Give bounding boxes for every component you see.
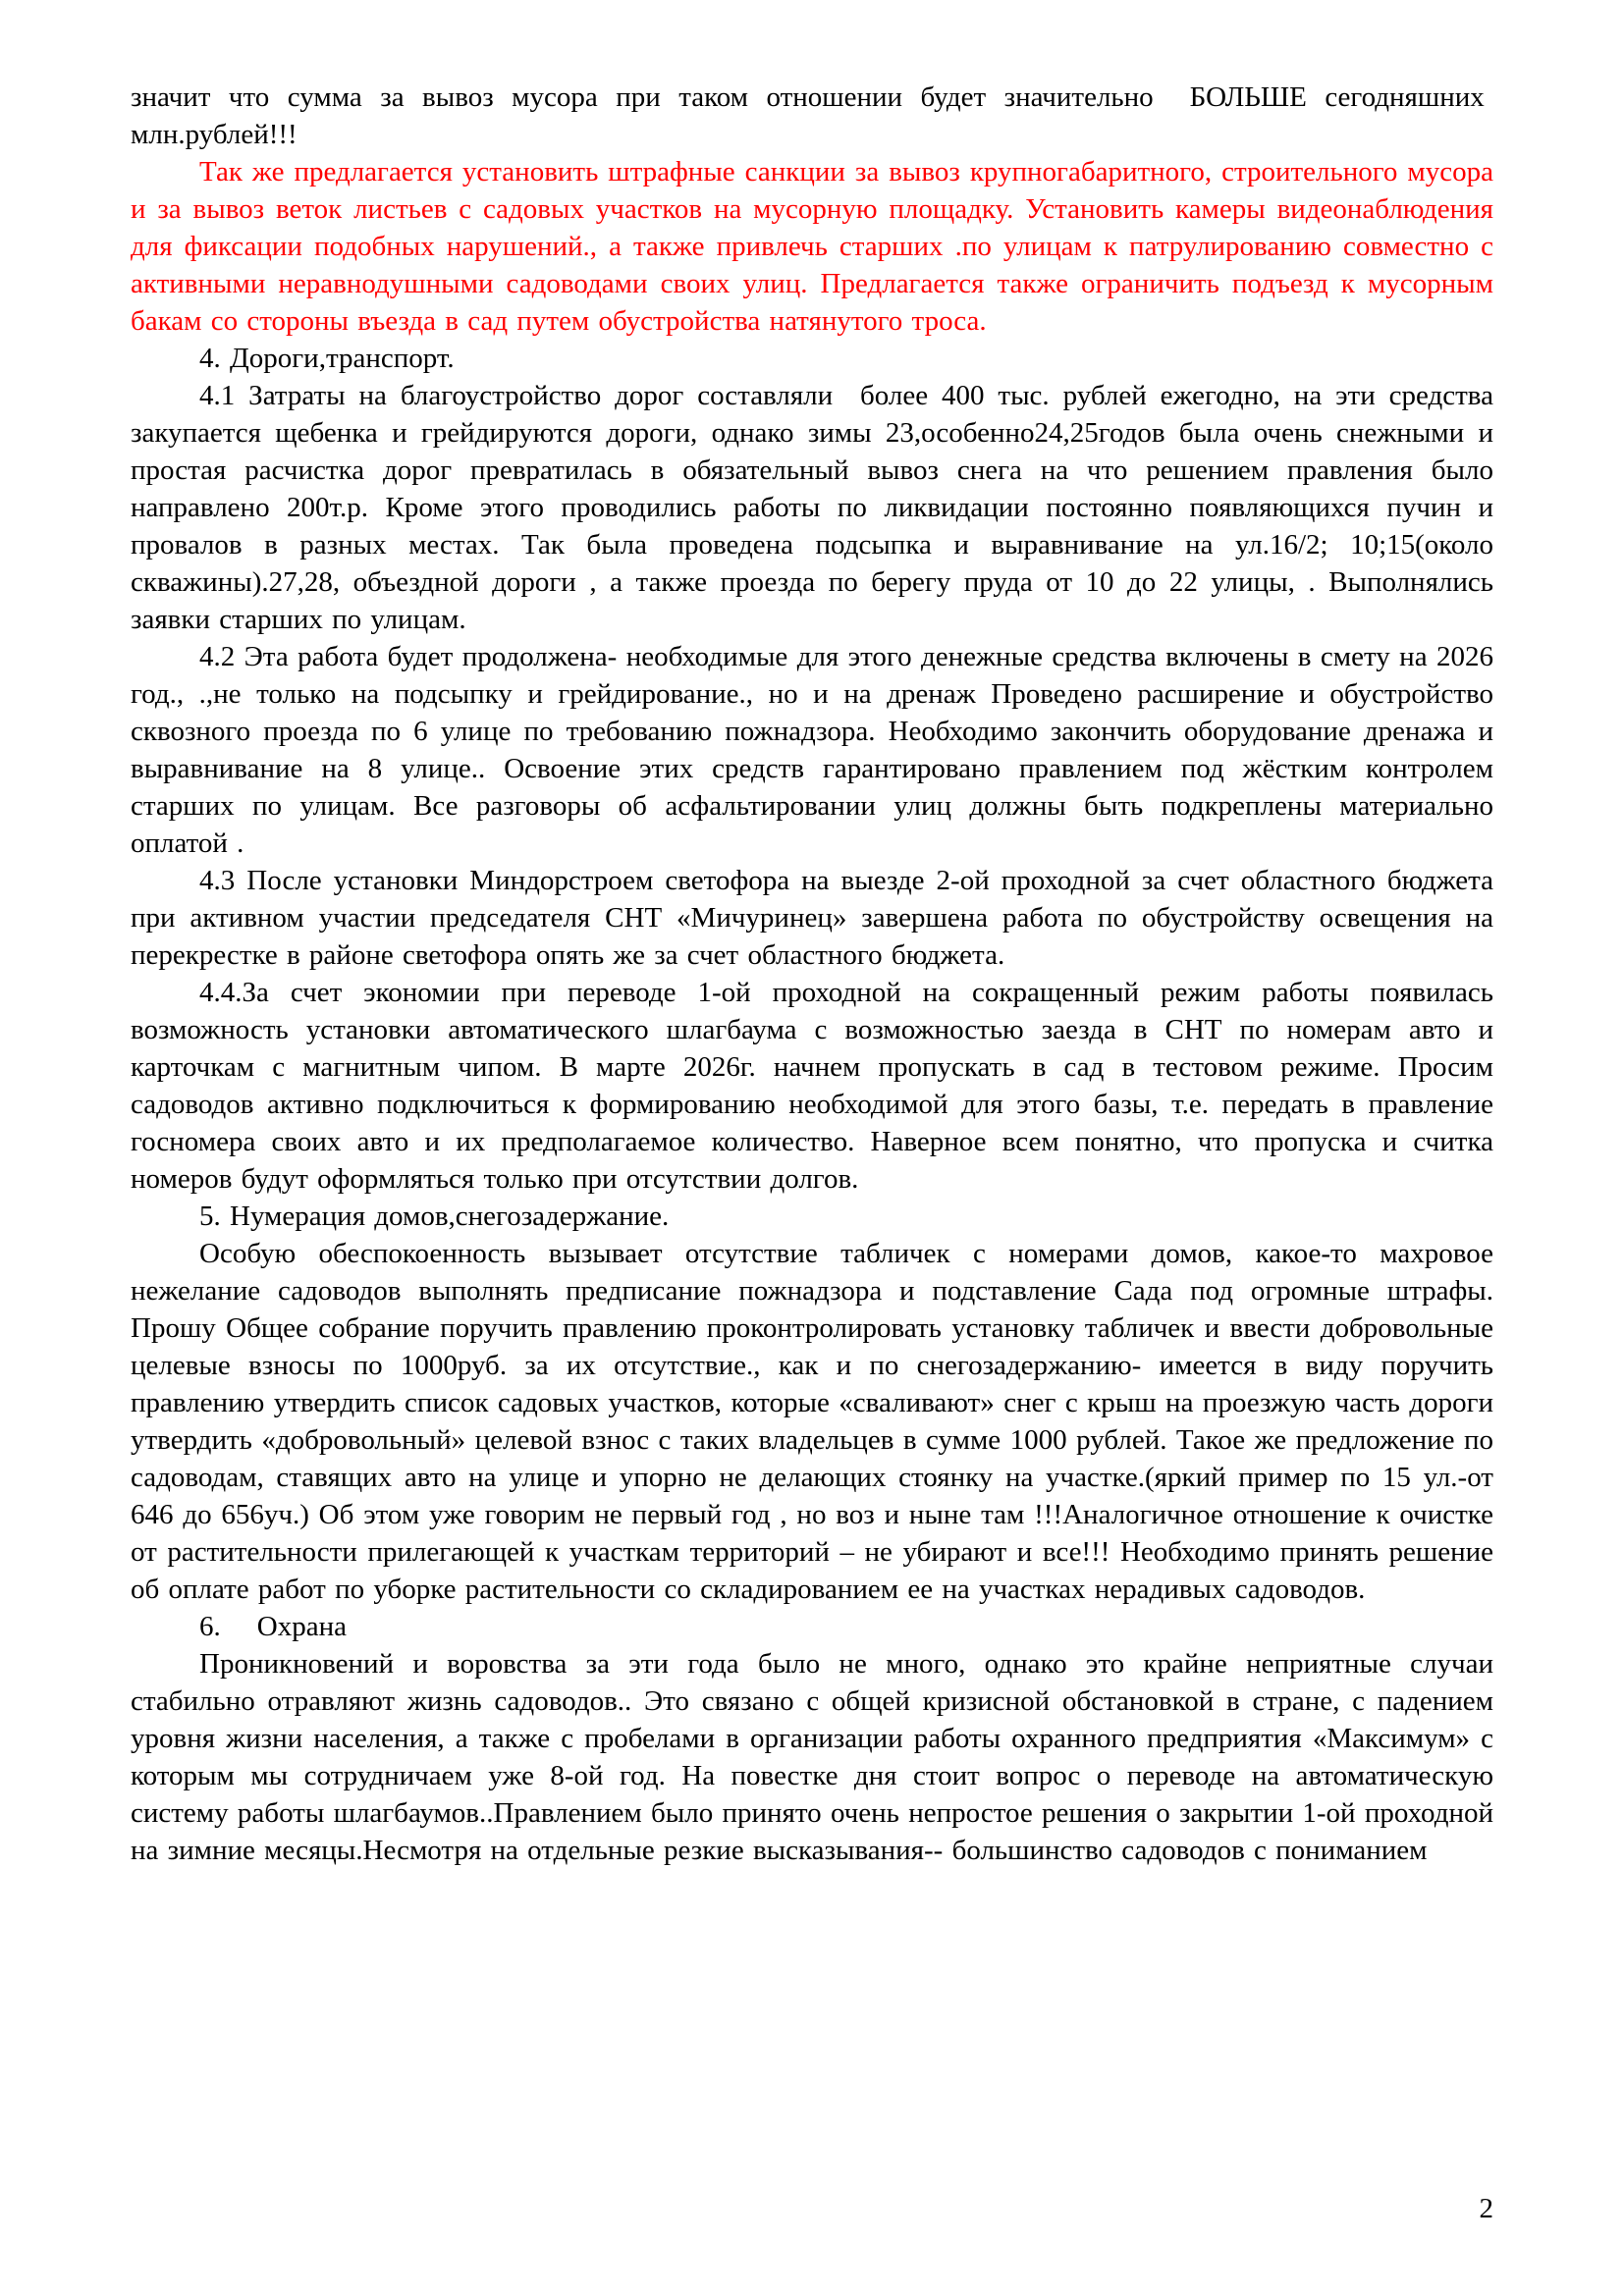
- para-4-2-work-continues: 4.2 Эта работа будет продолжена- необходимые для этого денежные средства включены в смету на 2026 год., .,не только на подсыпку и грейдирование., но и на дренаж Проведено расширение и обустройство сквозного проезда по 6 улице по требованию пожнадзора. Необходимо закончить оборудование дренажа и выравнивание на 8 улице.. Освоение этих средств гарантировано правлением под жёстким контролем старших по улицам. Все разговоры об асфальтировании улиц должны быть подкреплены материально оплатой .: [131, 641, 1493, 859]
- heading-roads-transport: 4. Дороги,транспорт.: [199, 343, 455, 374]
- para-waste-sum: значит что сумма за вывоз мусора при таком отношении будет значительно БОЛЬШЕ сегодняшних млн.рублей!!!: [131, 81, 1493, 150]
- para-security-details: Проникновений и воровства за эти года было не много, однако это крайне неприятные случаи стабильно отравляют жизнь садоводов.. Это связано с общей кризисной обстановкой в стране, с падением уровня жизни населения, а также с пробелами в организации работы охранного предприятия «Максимум» с которым мы сотрудничаем уже 8-ой год. На повестке дня стоит вопрос о переводе на автоматическую систему работы шлагбаумов..Правлением было принято очень непростое решения о закрытии 1-ой проходной на зимние месяцы.Несмотря на отдельные резкие высказывания-- большинство садоводов с пониманием: [131, 1648, 1493, 1866]
- para-penalties-proposal: Так же предлагается установить штрафные санкции за вывоз крупногабаритного, строительного мусора и за вывоз веток листьев с садовых участков на мусорную площадку. Установить камеры видеонаблюдения для фиксации подобных нарушений., а также привлечь старших .по улицам к патрулированию совместно с активными неравнодушными садоводами своих улиц. Предлагается также ограничить подъезд к мусорным бакам со стороны въезда в сад путем обустройства натянутого троса.: [131, 156, 1493, 337]
- heading-numbering-snow: 5. Нумерация домов,снегозадержание.: [199, 1201, 670, 1232]
- para-4-3-traffic-light: 4.3 После установки Миндорстроем светофора на выезде 2-ой проходной за счет областного бюджета при активном участии председателя СНТ «Мичуринец» завершена работа по обустройству освещения на перекрестке в районе светофора опять же за счет областного бюджета.: [131, 865, 1493, 971]
- heading-security: 6. Охрана: [199, 1611, 347, 1642]
- para-4-1-road-costs: 4.1 Затраты на благоустройство дорог составляли более 400 тыс. рублей ежегодно, на эти средства закупается щебенка и грейдируются дороги, однако зимы 23,особенно24,25годов была очень снежными и простая расчистка дорог превратилась в обязательный вывоз снега на что решением правления было направлено 200т.р. Кроме этого проводились работы по ликвидации постоянно появляющихся пучин и провалов в разных местах. Так была проведена подсыпка и выравнивание на ул.16/2; 10;15(около скважины).27,28, объездной дороги , а также проезда по берегу пруда от 10 до 22 улицы, . Выполнялись заявки старших по улицам.: [131, 380, 1493, 635]
- page-number: 2: [1479, 2193, 1493, 2224]
- para-4-4-barrier: 4.4.За счет экономии при переводе 1-ой проходной на сокращенный режим работы появилась возможность установки автоматического шлагбаума с возможностью заезда в СНТ по номерам авто и карточкам с магнитным чипом. В марте 2026г. начнем пропускать в сад в тестовом режиме. Просим садоводов активно подключиться к формированию необходимой для этого базы, т.е. передать в правление госномера своих авто и их предполагаемое количество. Наверное всем понятно, что пропуска и считка номеров будут оформляться только при отсутствии долгов.: [131, 977, 1493, 1195]
- para-numbering-details: Особую обеспокоенность вызывает отсутствие табличек с номерами домов, какое-то махровое нежелание садоводов выполнять предписание пожнадзора и подставление Сада под огромные штрафы. Прошу Общее собрание поручить правлению проконтролировать установку табличек и ввести добровольные целевые взносы по 1000руб. за их отсутствие., как и по снегозадержанию- имеется в виду поручить правлению утвердить список садовых участков, которые «сваливают» снег с крыш на проезжую часть дороги утвердить «добровольный» целевой взнос с таких владельцев в сумме 1000 рублей. Такое же предложение по садоводам, ставящих авто на улице и упорно не делающих стоянку на участке.(яркий пример по 15 ул.-от 646 до 656уч.) Об этом уже говорим не первый год , но воз и ныне там !!!Аналогичное отношение к очистке от растительности прилегающей к участкам территорий – не убирают и все!!! Необходимо принять решение об оплате работ по уборке растительности со складированием ее на участках нерадивых садоводов.: [131, 1238, 1493, 1605]
